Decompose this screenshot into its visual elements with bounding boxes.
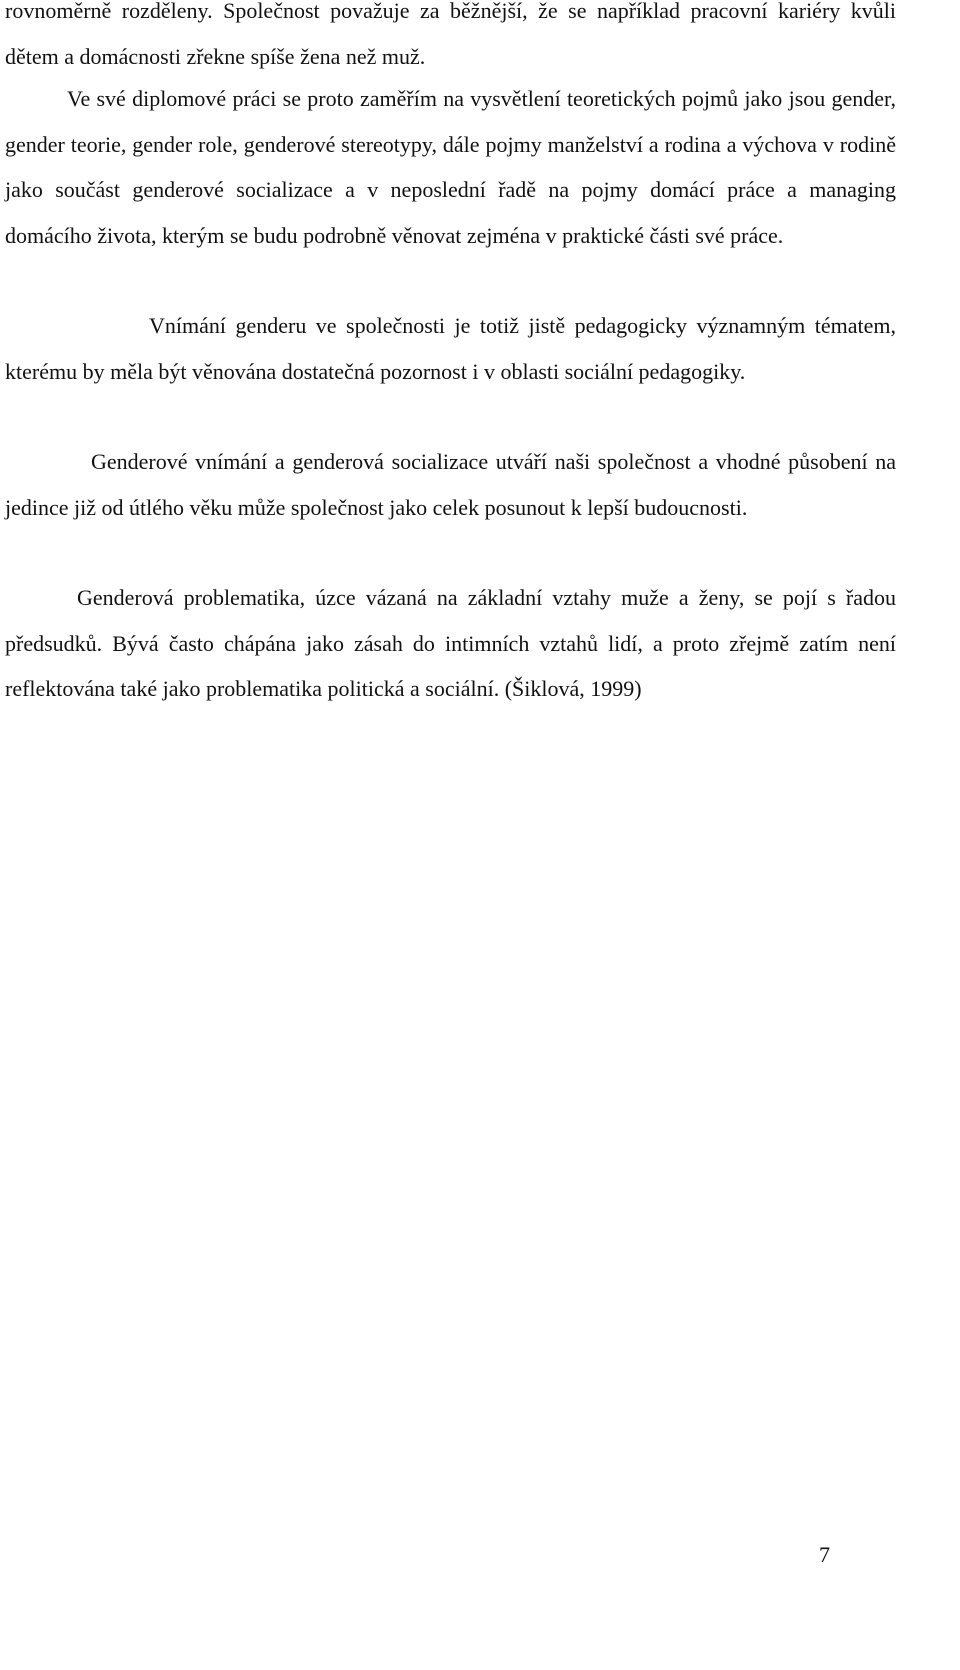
paragraph-text: Genderové vnímání a genderová socializace utváří naši společnost a vhodné působení na jedince již od útlého věku může společnost jako celek posunout k lepší budoucnosti. — [5, 449, 896, 520]
paragraph-text: Ve své diplomové práci se proto zaměřím na vysvětlení teoretických pojmů jako jsou gender, gender teorie, gender role, genderové stereotypy, dále pojmy manželství a rodina a výchova v rodině jako součást genderové socializace a v neposlední řadě na pojmy domácí práce a managing domácího života, kterým se budu podrobně věnovat zejména v praktické části své práce. — [5, 86, 896, 248]
paragraph-text: Genderová problematika, úzce vázaná na základní vztahy muže a ženy, se pojí s řadou předsudků. Bývá často chápána jako zásah do intimních vztahů lidí, a proto zřejmě zatím není reflektována také jako problematika politická a sociální. (Šiklová, 1999) — [5, 585, 896, 701]
page-number: 7 — [819, 1542, 830, 1567]
paragraph-continuation — [5, 0, 896, 79]
paragraph-text: Vnímání genderu ve společnosti je totiž jistě pedagogicky významným tématem, kterému by měla být věnována dostatečná pozornost i v oblasti sociální pedagogiky. — [5, 313, 896, 384]
paragraph-gender-perception — [5, 303, 896, 394]
paragraph-thesis-focus — [5, 76, 896, 258]
paragraph-gender-socialization — [5, 439, 896, 530]
paragraph-text: rovnoměrně rozděleny. Společnost považuje za běžnější, že se například pracovní kariéry kvůli dětem a domácnosti zřekne spíše žena než muž. — [5, 0, 896, 69]
paragraph-gender-issues — [5, 575, 896, 712]
